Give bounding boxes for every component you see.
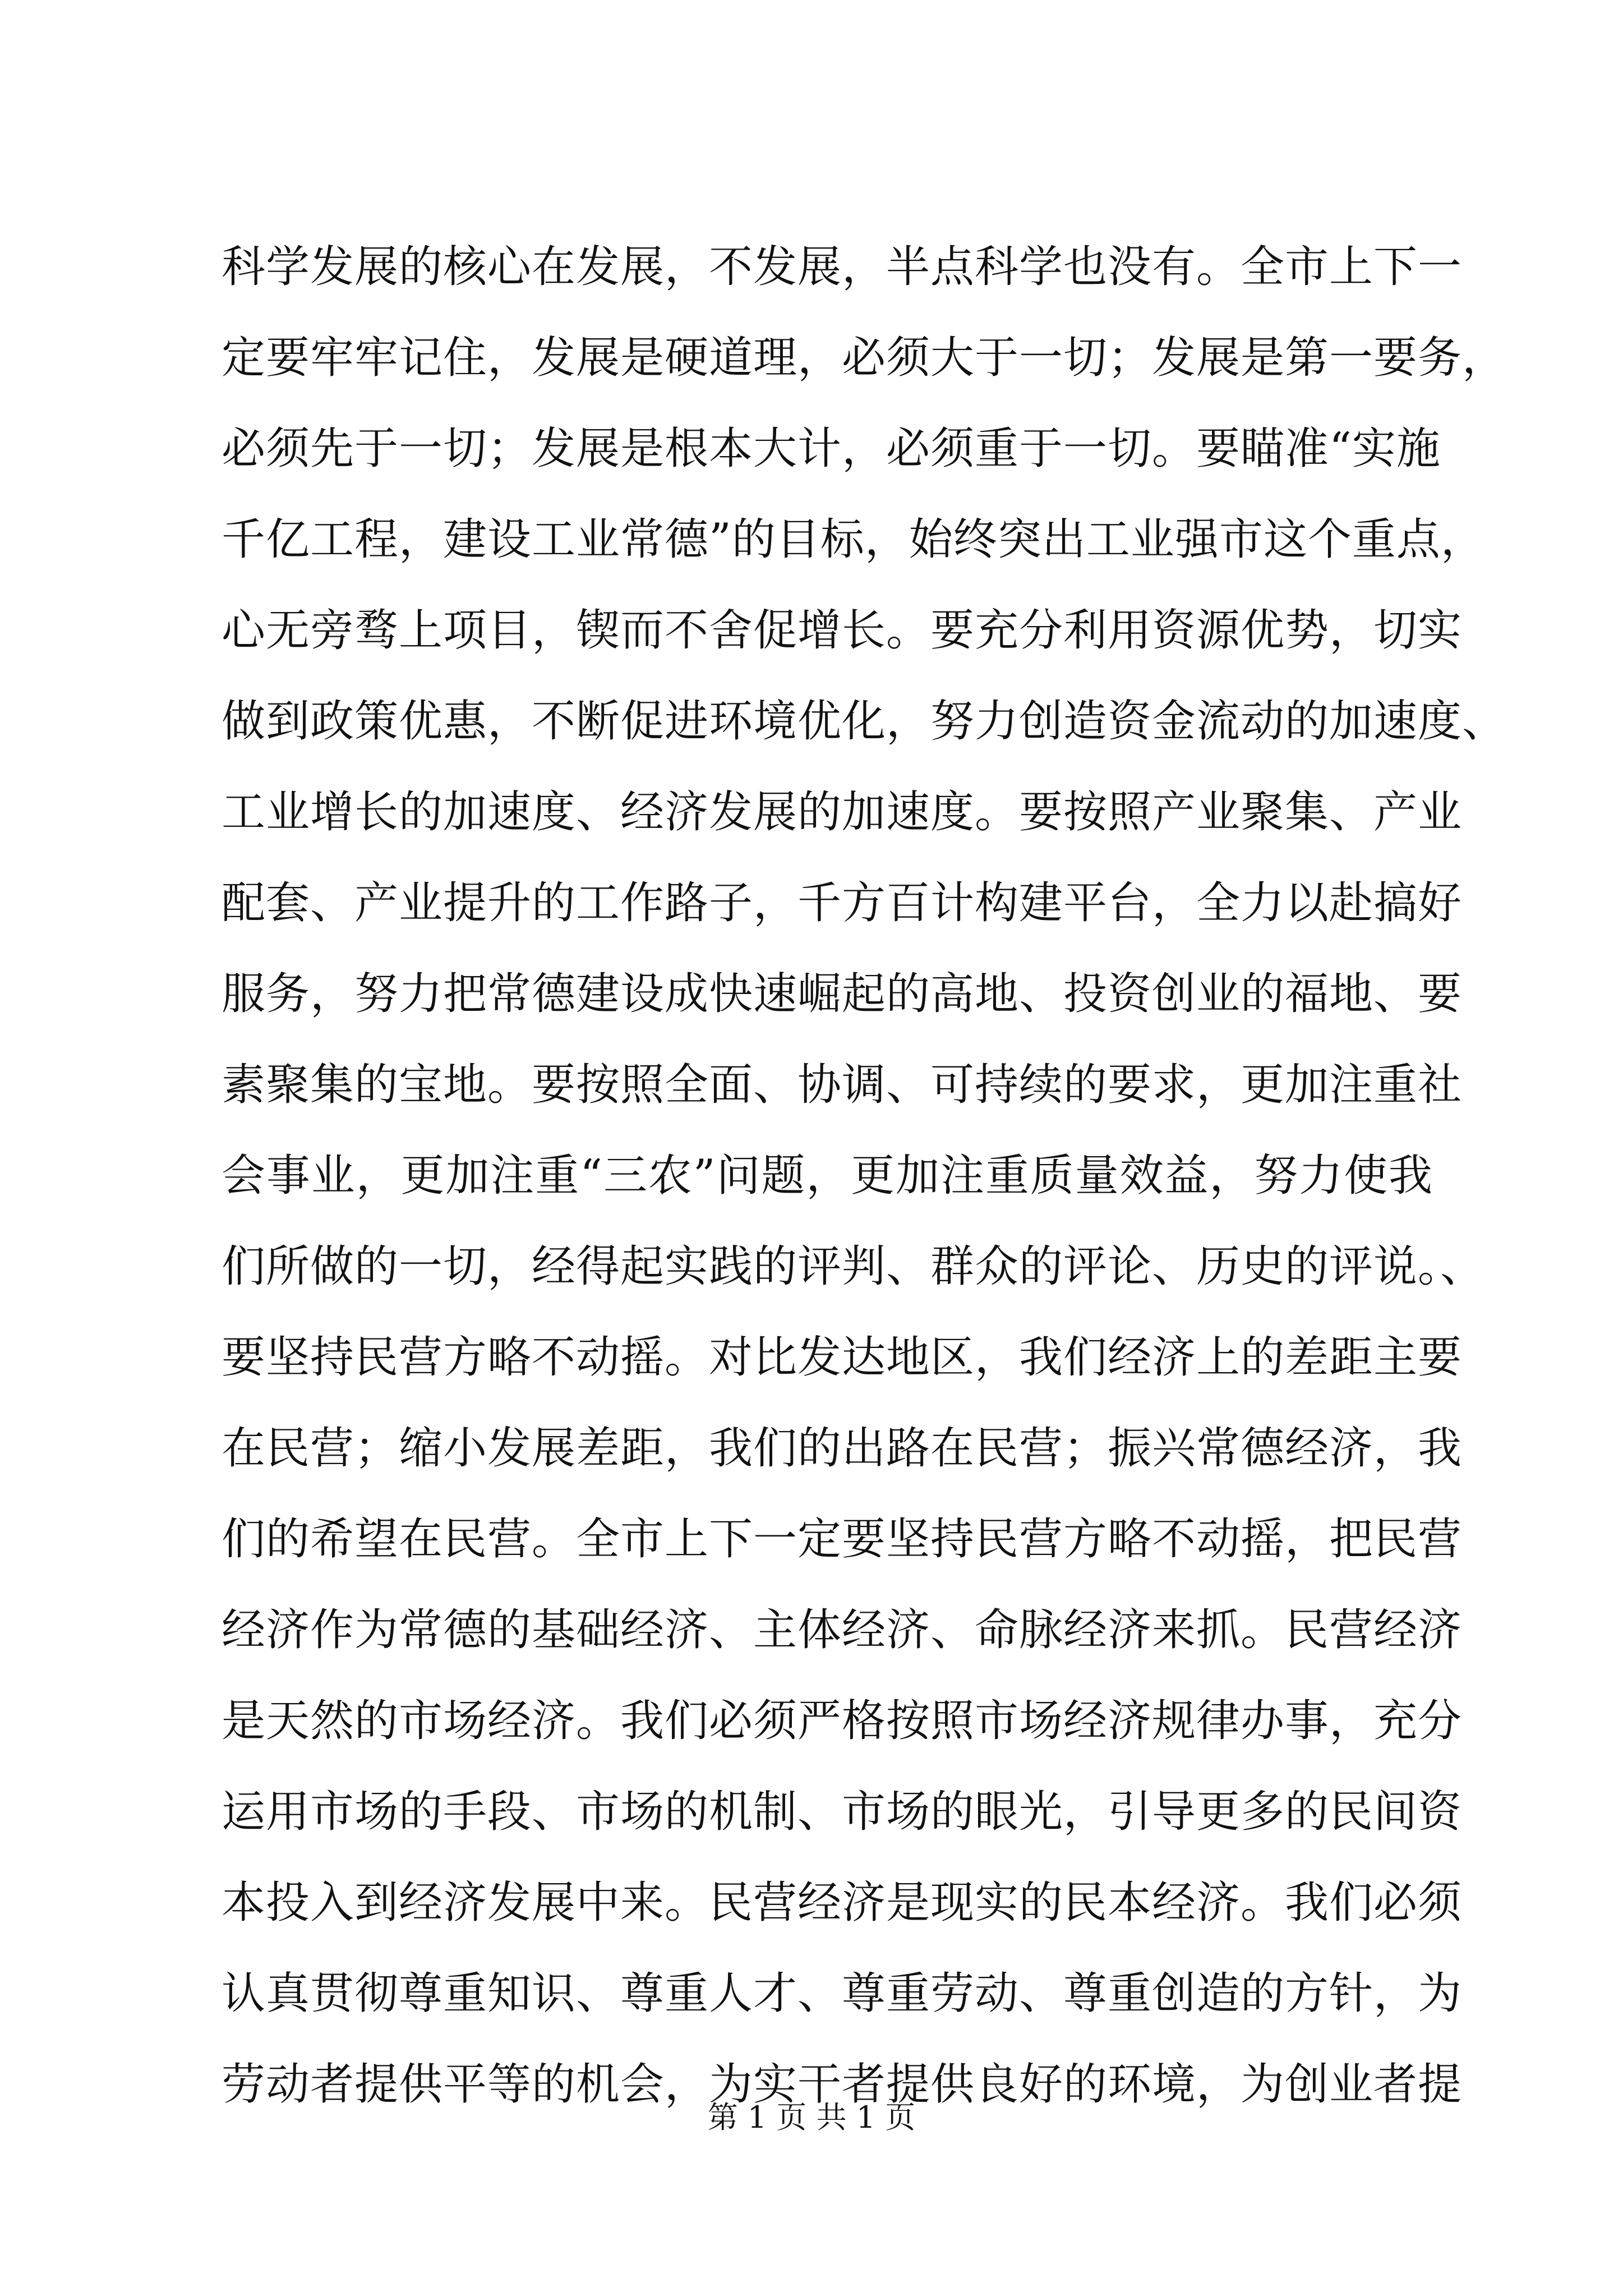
page-number-label: 第 1 页 共 1 页 <box>707 2100 916 2135</box>
text-line: 心无旁骛上项目，锲而不舍促增长。要充分利用资源优势，切实 <box>222 605 1463 656</box>
text-line: 们所做的一切，经得起实践的评判、群众的评论、历史的评说。、 <box>222 1241 1485 1292</box>
text-line: 在民营；缩小发展差距，我们的出路在民营；振兴常德经济，我 <box>222 1423 1463 1474</box>
text-line: 经济作为常德的基础经济、主体经济、命脉经济来抓。民营经济 <box>222 1605 1463 1655</box>
text-line: 必须先于一切；发展是根本大计，必须重于一切。要瞄准“实施 <box>222 424 1441 474</box>
text-line: 认真贯彻尊重知识、尊重人才、尊重劳动、尊重创造的方针，为 <box>222 1968 1463 2019</box>
text-line: 本投入到经济发展中来。民营经济是现实的民本经济。我们必须 <box>222 1878 1463 1928</box>
text-line: 工业增长的加速度、经济发展的加速度。要按照产业聚集、产业 <box>222 787 1463 838</box>
text-line: 配套、产业提升的工作路子，千方百计构建平台，全力以赴搞好 <box>222 878 1463 928</box>
text-line: 要坚持民营方略不动摇。对比发达地区，我们经济上的差距主要 <box>222 1332 1463 1383</box>
body-text <box>222 222 1507 2130</box>
text-line: 会事业，更加注重“三农”问题，更加注重质量效益，努力使我 <box>222 1151 1433 1201</box>
text-line: 运用市场的手段、市场的机制、市场的眼光，引导更多的民间资 <box>222 1787 1463 1837</box>
text-line: 劳动者提供平等的机会，为实干者提供良好的环境，为创业者提 <box>222 2059 1463 2110</box>
text-line: 素聚集的宝地。要按照全面、协调、可持续的要求，更加注重社 <box>222 1060 1463 1110</box>
text-line: 千亿工程，建设工业常德”的目标，始终突出工业强市这个重点， <box>222 514 1485 565</box>
text-line: 做到政策优惠，不断促进环境优化，努力创造资金流动的加速度、 <box>222 696 1507 747</box>
text-line: 定要牢牢记住，发展是硬道理，必须大于一切；发展是第一要务， <box>222 333 1507 383</box>
text-line: 服务，努力把常德建设成快速崛起的高地、投资创业的福地、要 <box>222 969 1463 1019</box>
page-footer <box>0 2095 1623 2140</box>
text-line: 是天然的市场经济。我们必须严格按照市场经济规律办事，充分 <box>222 1696 1463 1746</box>
text-line: 们的希望在民营。全市上下一定要坚持民营方略不动摇，把民营 <box>222 1514 1463 1565</box>
text-line: 科学发展的核心在发展，不发展，半点科学也没有。全市上下一 <box>222 242 1463 292</box>
